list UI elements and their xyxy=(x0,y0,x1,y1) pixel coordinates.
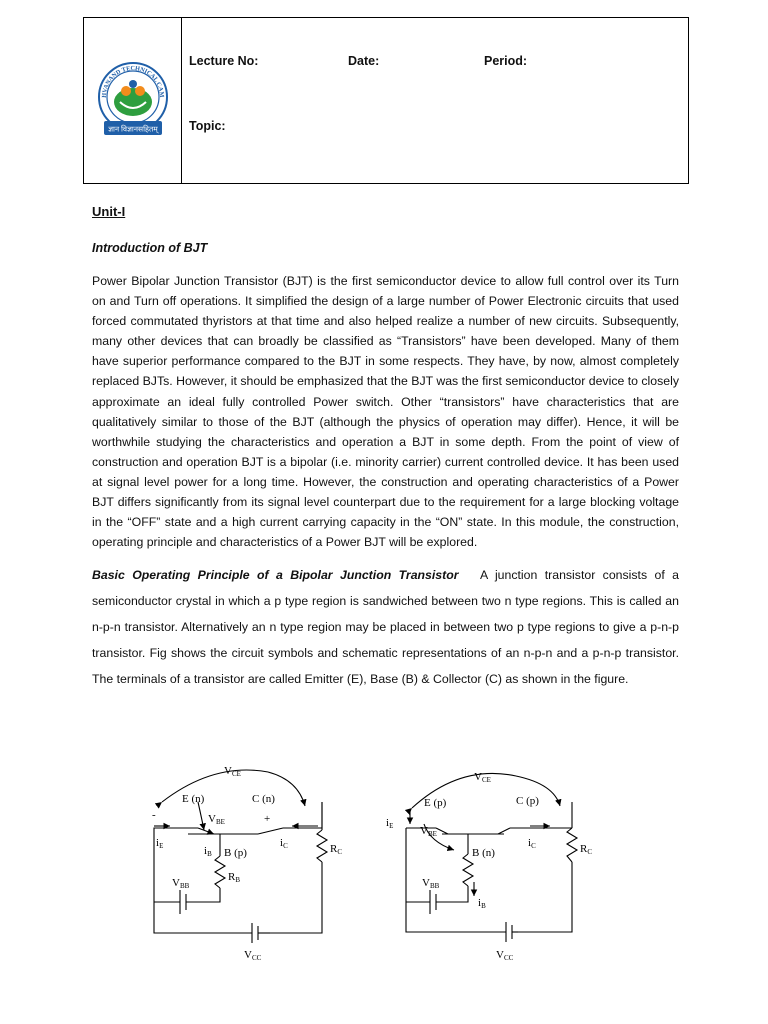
bjt-circuit-diagrams xyxy=(140,762,610,962)
basic-operating-heading: Basic Operating Principle of a Bipolar Junction Transistor xyxy=(92,568,459,583)
intro-heading: Introduction of BJT xyxy=(92,241,208,255)
lecture-header-table xyxy=(83,17,689,184)
npn-vce-label: VCE xyxy=(224,765,241,778)
npn-vbb-label: VBB xyxy=(172,877,190,890)
date-label: Date: xyxy=(348,54,380,68)
npn-vbe-label: VBE xyxy=(208,813,225,826)
pnp-ib-label: iB xyxy=(478,897,486,910)
lecture-no-label: Lecture No: xyxy=(189,54,259,68)
intro-paragraph: Power Bipolar Junction Transistor (BJT) is the first semiconductor device to allow full control over its Turn on and Turn off operations. It simplified the design of a large number of Power Electronic circuits that used forced commutated thyristors at that time and also helped realize a number of new circuits. Subsequently, many other devices that can broadly be classified as “Transistors” have been developed. Many of them have superior performance compared to the BJT in some respects. They have, by now, almost completely replaced BJTs. However, it should be emphasized that the BJT was the first semiconductor device to closely approximate an ideal fully controlled Power switch. Other “transistors” have characteristics that are qualitatively similar to those of the BJT (although the physics of operation may differ). Hence, it will be worthwhile studying the characteristics and operation a BJT in some depth. From the point of view of construction and operation BJT is a bipolar (i.e. minority carrier) current controlled device. It has been used at signal level power for a long time. However, the construction and operating characteristics of a Power BJT differs significantly from its signal level counterpart due to the requirement for a large blocking voltage in the “OFF” state and a high current carrying capacity in the “ON” state. In this module, the construction, operating principle and characteristics of a Power BJT will be explored. xyxy=(92,274,679,550)
npn-rb-label: RB xyxy=(228,871,241,884)
npn-base-label: B (p) xyxy=(224,847,247,859)
pnp-base-label: B (n) xyxy=(472,847,495,859)
npn-ic-label: iC xyxy=(280,837,288,850)
basic-operating-text: A junction transistor consists of a semiconductor crystal in which a p type region is sandwiched between two n type regions. This is called an n-p-n transistor. Alternatively an n type region may be placed in between two p type regions to give a p-n-p transistor. Fig shows the circuit symbols and schematic representations of an n-p-n and a p-n-p transistor. The terminals of a transistor are called Emitter (E), Base (B) & Collector (C) as shown in the figure. xyxy=(92,568,679,687)
logo-arc-text: HVANAND TECHNICAL CAM xyxy=(100,64,166,98)
pnp-emitter-label: E (p) xyxy=(424,797,447,809)
pnp-ic-label: iC xyxy=(528,837,536,850)
pnp-collector-label: C (p) xyxy=(516,795,539,807)
period-label: Period: xyxy=(484,54,528,68)
bjt-circuit-figure xyxy=(140,762,610,962)
logo-motto: ज्ञान विज्ञानसहितम् xyxy=(108,124,158,134)
pnp-ie-label: iE xyxy=(386,817,394,830)
topic-label: Topic: xyxy=(189,119,226,133)
unit-title: Unit-I xyxy=(92,204,126,219)
npn-rc-label: RC xyxy=(330,843,343,856)
basic-operating-paragraph xyxy=(92,562,679,692)
lecture-content xyxy=(92,204,679,692)
pnp-vcc-label: VCC xyxy=(496,949,514,962)
npn-minus-sign: - xyxy=(152,809,156,821)
pnp-vbb-label: VBB xyxy=(422,877,440,890)
pnp-vce-label: VCE xyxy=(474,771,491,784)
logo-cell xyxy=(84,18,182,183)
svg-text:SWAMI KESHVANAND TECHNICAL CAM xyxy=(84,18,165,98)
pnp-vbe-label: VBE xyxy=(420,825,437,838)
npn-ib-label: iB xyxy=(204,845,212,858)
npn-plus-sign: + xyxy=(264,813,271,825)
npn-ie-label: iE xyxy=(156,837,164,850)
npn-vcc-label: VCC xyxy=(244,949,262,962)
institute-logo xyxy=(84,18,182,183)
npn-emitter-label: E (n) xyxy=(182,793,205,805)
pnp-rc-label: RC xyxy=(580,843,593,856)
npn-collector-label: C (n) xyxy=(252,793,275,805)
